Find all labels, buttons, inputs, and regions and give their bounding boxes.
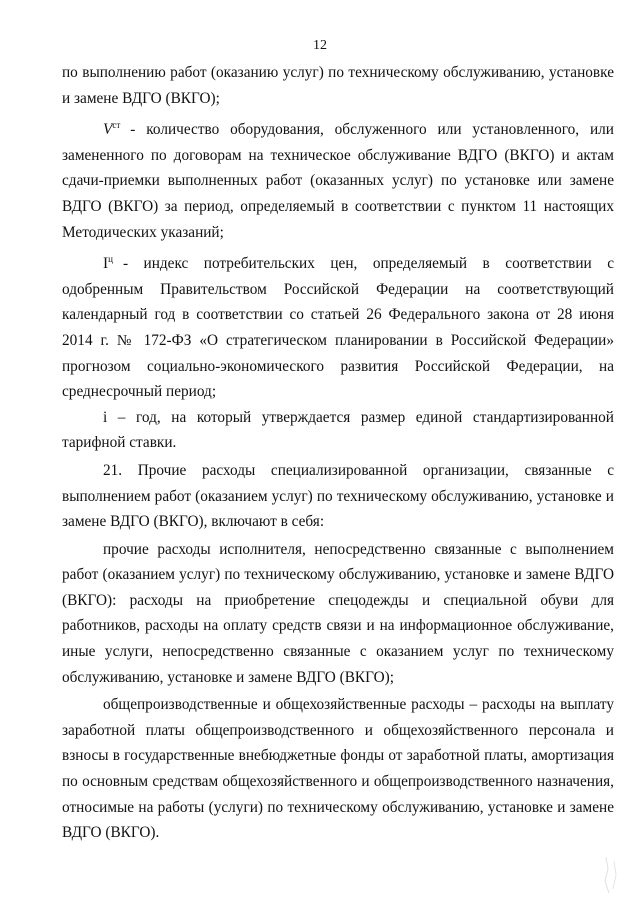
i-superscript: ц	[108, 254, 113, 265]
v-superscript: ст	[112, 120, 121, 131]
paragraph-2	[62, 113, 614, 245]
document-body	[62, 60, 614, 846]
scan-artifact	[602, 855, 620, 895]
paragraph-6: прочие расходы исполнителя, непосредственно связанные с выполнением работ (оказанием услуг) по техническому обслуживанию, установке и замене ВДГО (ВКГО): расходы на приобретение спецодежды и специальной обуви для работников, расходы на оплату средств связи и на информационное обслуживание, иные услуги, непосредственно связанные с оказанием услуг по техническому обслуживанию, установке и замене ВДГО (ВКГО);	[62, 540, 614, 686]
i-definition: - индекс потребительских цен, определяемый в соответствии с одобренным Правительством Российской Федерации на соответствующий календарный год в соответствии со статьей 26 Федерального закона от 28 июня 2014 г. № 172-ФЗ «О стратегическом планировании в Российской Федерации» прогнозом социально-экономического развития Российской Федерации, на среднесрочный период;	[62, 255, 614, 401]
paragraph-5: 21. Прочие расходы специализированной организации, связанные с выполнением работ (оказанием услуг) по техническому обслуживанию, установке и замене ВДГО (ВКГО), включают в себя:	[62, 461, 614, 531]
i-symbol: I	[103, 255, 109, 273]
v-definition: - количество оборудования, обслуженного или установленного, или замененного по договорам на техническое обслуживание ВДГО (ВКГО) и актам сдачи-приемки выполненных работ (оказанных услуг) по установке или замене ВДГО (ВКГО) за период, определяемый в соответствии с пунктом 11 настоящих Методических указаний;	[62, 121, 614, 241]
paragraph-1: по выполнению работ (оказанию услуг) по техническому обслуживанию, установке и замене ВДГО (ВКГО);	[62, 64, 614, 107]
paragraph-4: i – год, на который утверждается размер единой стандартизированной тарифной ставки.	[62, 408, 614, 452]
v-symbol: V	[103, 121, 113, 139]
page-number: 12	[313, 38, 327, 53]
paragraph-3	[62, 247, 614, 405]
paragraph-7: общепроизводственные и общехозяйственные расходы – расходы на выплату заработной платы общепроизводственного и общехозяйственного персонала и взносы в государственные внебюджетные фонды от заработной платы, амортизация по основным средствам общехозяйственного и общепроизводственного назначения, относимые на работы (услуги) по техническому обслуживанию, установке и замене ВДГО (ВКГО).	[62, 696, 614, 842]
